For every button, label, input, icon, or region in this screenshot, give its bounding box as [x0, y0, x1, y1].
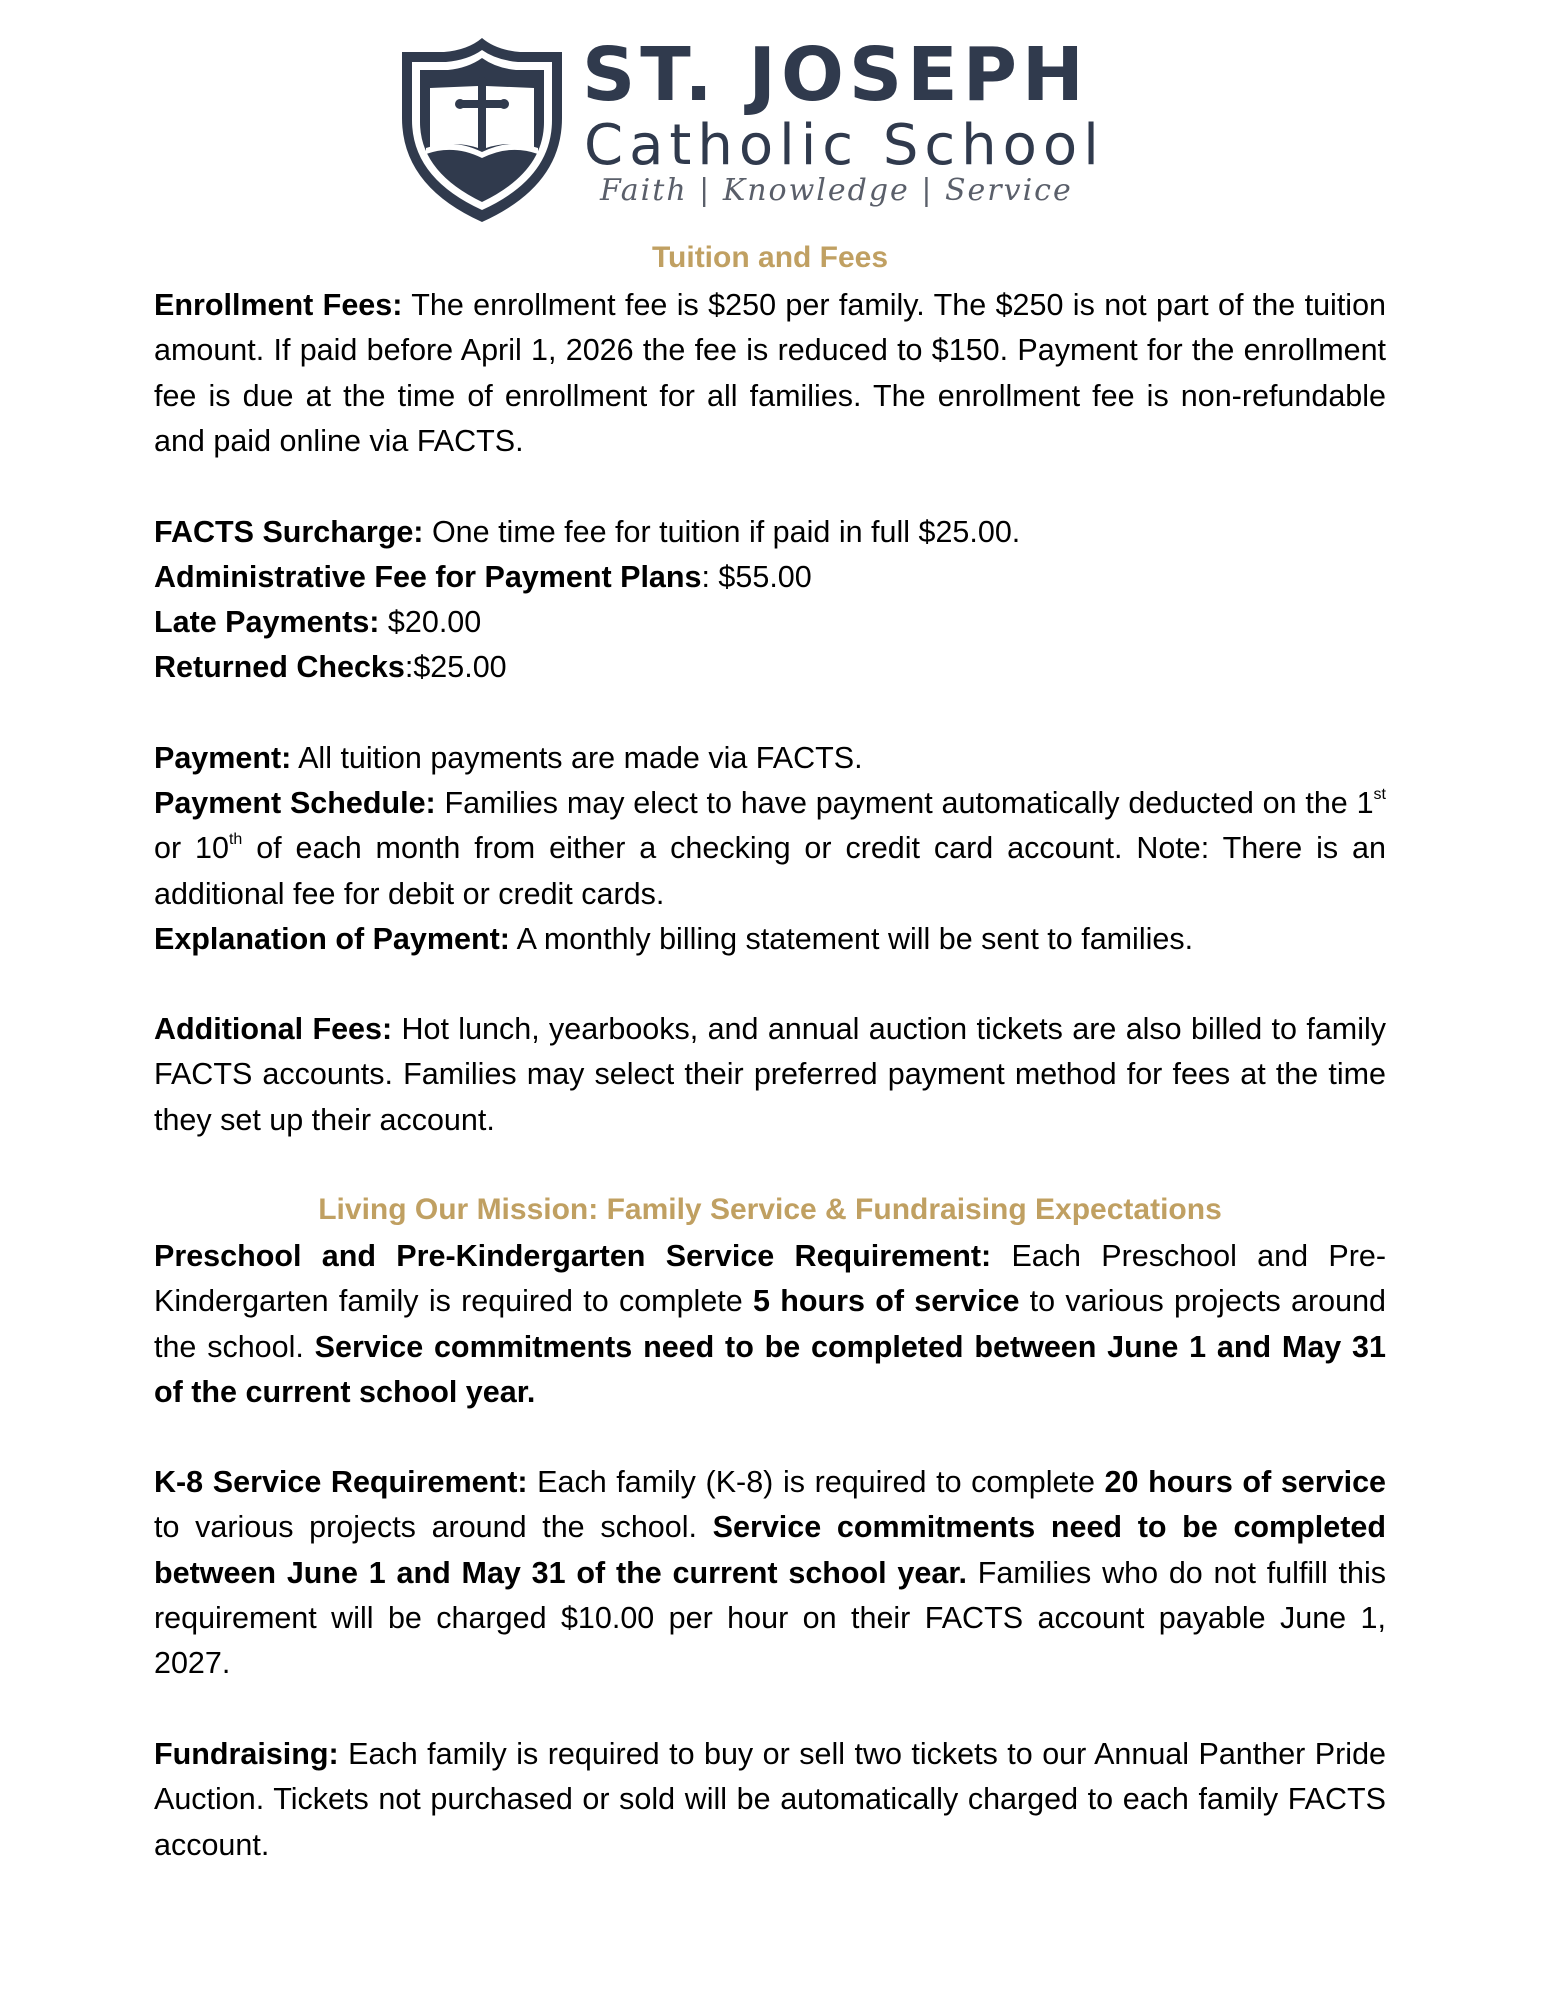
payment-line [154, 736, 863, 781]
fundraising-label: Fundraising: [154, 1737, 339, 1771]
preschool-hours: 5 hours of service [753, 1284, 1020, 1319]
fundraising-text: Each family is required to buy or sell two tickets to our Annual Panther Pride Auction. Tickets not purchased or sold will be automatically charged to each family FACTS account. [154, 1737, 1386, 1862]
payment-schedule-text: or 10 [154, 831, 229, 866]
admin-fee-text: : $55.00 [701, 560, 812, 594]
school-subtitle: Catholic School [584, 113, 1105, 178]
k8-service-text: Each family (K-8) is required to complete [527, 1465, 1105, 1499]
k8-deadline: Service commitments need to be completed between June 1 and May 31 of the current school year. [154, 1510, 1386, 1590]
k8-penalty-text: Families who do not fulfill this requirement will be charged $10.00 per hour on their FACTS account payable June 1, 2027. [154, 1555, 1386, 1681]
section-heading-tuition: Tuition and Fees [651, 241, 889, 274]
preschool-service-text: Each Preschool and Pre-Kindergarten family is required to complete [154, 1239, 1386, 1319]
payment-text: All tuition payments are made via FACTS. [291, 741, 863, 775]
returned-checks-text: :$25.00 [404, 650, 507, 684]
returned-checks-line [154, 645, 507, 690]
payment-schedule-text: of each month from either a checking or credit card account. Note: There is an additional fee for debit or credit cards. [154, 831, 1386, 911]
enrollment-fees-text: The enrollment fee is $250 per family. The $250 is not part of the tuition amount. If paid before April 1, 2026 the fee is reduced to $150. Payment for the enrollment fee is due at the time of enrollment for all families. The enrollment fee is non-refundable and paid online via FACTS. [154, 288, 1386, 458]
preschool-service-paragraph [154, 1234, 1386, 1415]
k8-service-paragraph [154, 1460, 1386, 1686]
superscript: st [1373, 786, 1386, 803]
superscript: th [228, 831, 243, 849]
late-payments-line [154, 600, 481, 645]
preschool-service-label: Preschool and Pre-Kindergarten Service Requirement: [154, 1239, 992, 1273]
preschool-service-text: to various projects around the school. [154, 1284, 1386, 1364]
k8-service-text: to various projects around the school. [154, 1510, 713, 1545]
school-tagline: Faith | Knowledge | Service [600, 173, 1073, 208]
additional-fees-paragraph [154, 1007, 1386, 1143]
facts-surcharge-text: One time fee for tuition if paid in full $25.00. [423, 515, 1021, 549]
school-logo [398, 32, 1105, 226]
additional-fees-text: Hot lunch, yearbooks, and annual auction tickets are also billed to family FACTS accounts. Families may select their preferred payment method for fees at the time they set up their account. [154, 1012, 1386, 1137]
k8-service-label: K-8 Service Requirement: [154, 1465, 528, 1499]
admin-fee-line [154, 555, 812, 600]
explanation-line [154, 917, 1193, 962]
facts-surcharge-line [154, 510, 1020, 555]
payment-schedule-text: Families may elect to have payment automatically deducted on the 1 [435, 786, 1374, 820]
returned-checks-label: Returned Checks [154, 650, 405, 684]
payment-schedule-paragraph [154, 781, 1386, 917]
additional-fees-label: Additional Fees: [154, 1012, 393, 1046]
facts-surcharge-label: FACTS Surcharge: [154, 515, 424, 549]
fundraising-paragraph [154, 1732, 1386, 1868]
enrollment-fees-label: Enrollment Fees: [154, 288, 403, 322]
k8-hours: 20 hours of service [1104, 1465, 1387, 1499]
explanation-text: A monthly billing statement will be sent to families. [509, 922, 1194, 956]
shield-cross-book-icon [398, 36, 566, 224]
late-payments-text: $20.00 [379, 605, 482, 639]
section-heading-mission: Living Our Mission: Family Service & Fundraising Expectations [318, 1193, 1222, 1226]
payment-label: Payment: [154, 741, 292, 775]
school-name: ST. JOSEPH [582, 32, 1089, 118]
late-payments-label: Late Payments: [154, 605, 380, 639]
admin-fee-label: Administrative Fee for Payment Plans [154, 560, 702, 594]
payment-schedule-label: Payment Schedule: [154, 786, 436, 820]
enrollment-fees-paragraph [154, 283, 1386, 464]
preschool-deadline: Service commitments need to be completed between June 1 and May 31 of the current school year. [154, 1329, 1386, 1409]
explanation-label: Explanation of Payment: [154, 922, 510, 956]
